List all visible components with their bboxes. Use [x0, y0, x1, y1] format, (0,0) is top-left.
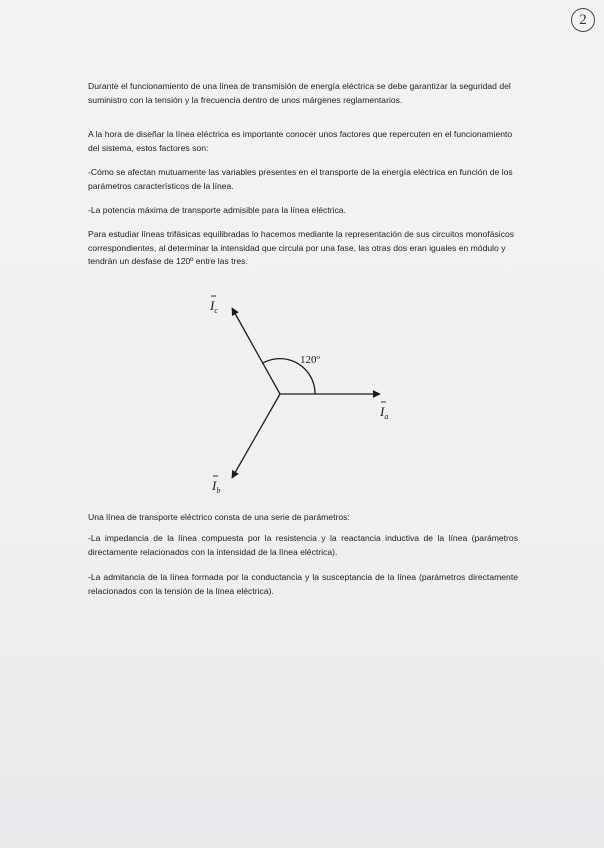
paragraph-parameters-intro: Una línea de transporte eléctrico consta de una serie de parámetros:: [88, 512, 350, 522]
paragraph-max-power: -La potencia máxima de transporte admisible para la línea eléctrica.: [88, 205, 346, 215]
phasor-c-arrow: [232, 308, 280, 394]
phasor-b-arrow: [232, 394, 280, 478]
label-i-c: [209, 296, 218, 315]
label-i-b: [211, 476, 220, 495]
paragraph-variables: -Cómo se afectan mutuamente las variables presentes en el transporte de la energía eléctrica en función de los parámetros característicos de la línea.: [88, 167, 513, 191]
angle-label: 120º: [300, 354, 320, 366]
svg-text:Ia: $I_a$: [380, 404, 389, 421]
paragraph-intro: Durante el funcionamiento de una línea de transmisión de energía eléctrica se debe garantizar la seguridad del suministro con la tensión y la frecuencia dentro de unos márgenes reglamentarios.: [88, 81, 511, 105]
svg-text:Ic: $I_c$: [210, 298, 218, 315]
phasor-diagram: [195, 288, 410, 498]
label-i-a: [379, 402, 388, 421]
svg-text:Ib: $I_b$: [212, 478, 221, 495]
paragraph-design-factors: A la hora de diseñar la línea eléctrica es importante conocer unos factores que repercuten en el funcionamiento del sistema, estos factores son:: [88, 129, 513, 153]
paragraph-three-phase: Para estudiar líneas trifásicas equilibradas lo hacemos mediante la representación de sus circuitos monofásicos correspondientes, al determinar la intensidad que circula por una fase, las otras dos eran iguales en módulo y tendrán un desfase de 120º entre las tres.: [88, 229, 515, 267]
paragraph-impedance: -La impedancia de la línea compuesta por la resistencia y la reactancia inductiva de la línea (parámetros directamente relacionados con la intensidad de la línea eléctrica).: [88, 533, 518, 557]
paragraph-admittance: -La admitancia de la línea formada por la conductancia y la susceptancia de la línea (parámetros directamente relacionados con la tensión de la línea eléctrica).: [88, 572, 518, 596]
page-number: 2: [571, 8, 595, 32]
